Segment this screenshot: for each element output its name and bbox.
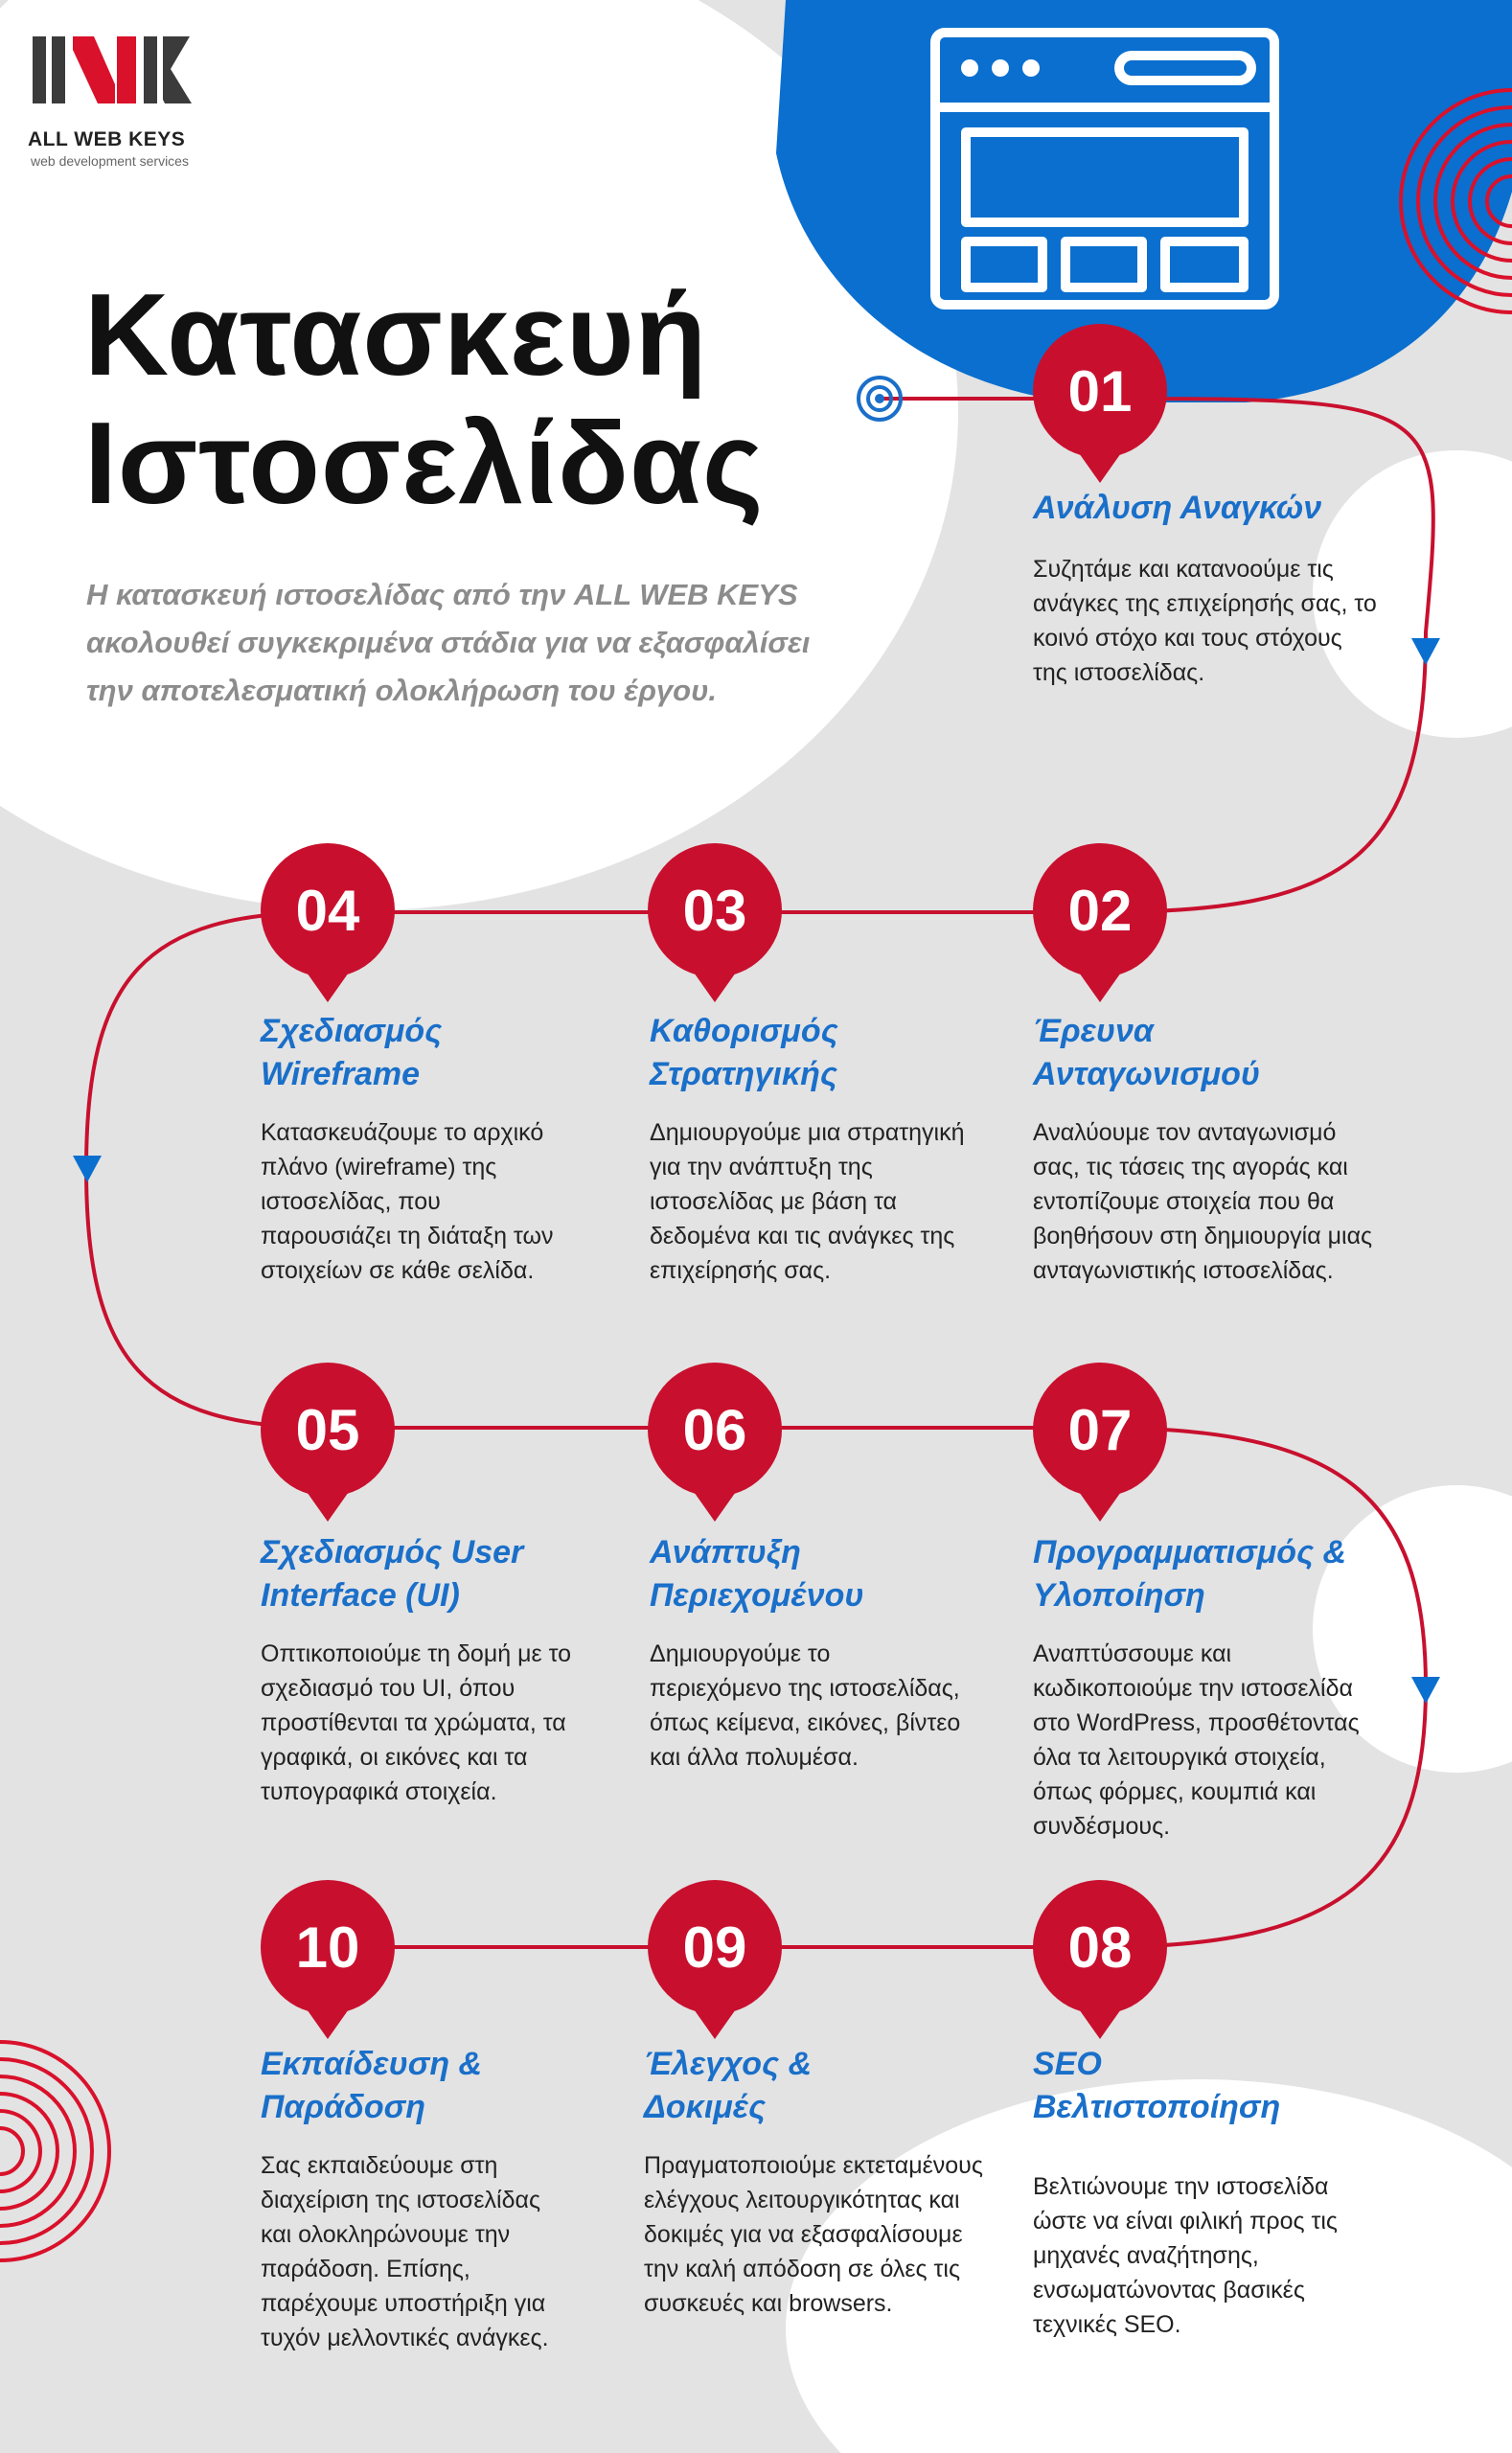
step-description: Βελτιώνουμε την ιστοσελίδα ώστε να είναι φιλική προς τις μηχανές αναζήτησης, ενσωματώνοντας βασικές τεχνικές SEO. [1033, 2173, 1338, 2338]
step-description: Δημιουργούμε το περιεχόμενο της ιστοσελίδας, όπως κείμενα, εικόνες, βίντεο και άλλα πολυμέσα. [650, 1640, 961, 1771]
step-description: Σας εκπαιδεύουμε στη διαχείριση της ιστοσελίδας και ολοκληρώνουμε την παράδοση. Επίσης, παρέχουμε υποστήριξη για τυχόν μελλοντικές ανάγκες. [261, 2152, 549, 2351]
brand-tagline: web development services [31, 153, 189, 169]
step-description: Κατασκευάζουμε το αρχικό πλάνο (wireframe) της ιστοσελίδας, που παρουσιάζει τη διάταξη των στοιχείων σε κάθε σελίδα. [261, 1119, 554, 1284]
step-description: Αναλύουμε τον ανταγωνισμό σας, τις τάσεις της αγοράς και εντοπίζουμε στοιχεία που θα βοηθήσουν στη δημιουργία μιας ανταγωνιστικής ιστοσελίδας. [1033, 1119, 1373, 1284]
step-title: Καθορισμός Στρατηγικής [650, 1013, 838, 1092]
step-title: SEO Βελτιστοποίηση [1033, 2046, 1281, 2125]
step-title: Ανάλυση Αναγκών [1033, 490, 1322, 526]
step-title: Προγραμματισμός & Υλοποίηση [1033, 1534, 1347, 1614]
step-title: Έλεγχος & Δοκιμές [644, 2046, 813, 2125]
step-marker [648, 1363, 782, 1522]
step-marker [261, 1363, 395, 1522]
step-description: Αναπτύσσουμε και κωδικοποιούμε την ιστοσελίδα στο WordPress, προσθέτοντας όλα τα λειτουργικά στοιχεία, όπως φόρμες, κουμπιά και συνδέσμους. [1033, 1640, 1360, 1840]
step-number: 01 [1067, 359, 1133, 424]
step-marker [261, 843, 395, 1002]
step-marker [1033, 324, 1167, 483]
step-number: 09 [682, 1915, 747, 1980]
step-marker [1033, 1363, 1167, 1522]
step-marker [648, 843, 782, 1002]
intro-text: Η κατασκευή ιστοσελίδας από την ALL WEB KEYS ακολουθεί συγκεκριμένα στάδια για να εξασφαλίσει την αποτελεσματική ολοκλήρωση του έργου. [86, 578, 811, 707]
step-description: Οπτικοποιούμε τη δομή με το σχεδιασμό του UI, όπου προστίθενται τα χρώματα, τα γραφικά, οι εικόνες και τα τυπογραφικά στοιχεία. [261, 1640, 572, 1805]
step-title: Σχεδιασμός User Interface (UI) [261, 1534, 524, 1614]
brand-name: ALL WEB KEYS [28, 128, 186, 150]
step-number: 06 [682, 1398, 747, 1462]
step-number: 03 [682, 879, 747, 943]
step-description: Συζητάμε και κατανοούμε τις ανάγκες της επιχείρησής σας, το κοινό στόχο και τους στόχους της ιστοσελίδας. [1033, 556, 1377, 686]
step-marker [1033, 843, 1167, 1002]
step-number: 04 [295, 879, 360, 943]
step-title: Σχεδιασμός Wireframe [261, 1013, 443, 1092]
step-marker [648, 1880, 782, 2039]
step-number: 05 [295, 1398, 360, 1462]
step-title: Έρευνα Ανταγωνισμού [1033, 1013, 1261, 1092]
step-description: Πραγματοποιούμε εκτεταμένους ελέγχους λειτουργικότητας και δοκιμές για να εξασφαλίσουμε την καλή απόδοση σε όλες τις συσκευές και browsers. [644, 2152, 983, 2317]
step-title: Ανάπτυξη Περιεχομένου [650, 1534, 864, 1614]
step-number: 07 [1067, 1398, 1133, 1462]
page-title-line2: Ιστοσελίδας [84, 398, 765, 528]
step-marker [1033, 1880, 1167, 2039]
step-number: 02 [1067, 879, 1133, 943]
step-number: 08 [1067, 1915, 1133, 1980]
step-number: 10 [295, 1915, 360, 1980]
step-marker [261, 1880, 395, 2039]
page-title-line1: Κατασκευή [84, 269, 708, 400]
step-title: Εκπαίδευση & Παράδοση [261, 2046, 483, 2125]
step-description: Δημιουργούμε μια στρατηγική για την ανάπτυξη της ιστοσελίδας με βάση τα δεδομένα και τις ανάγκες της επιχείρησής σας. [650, 1119, 965, 1284]
